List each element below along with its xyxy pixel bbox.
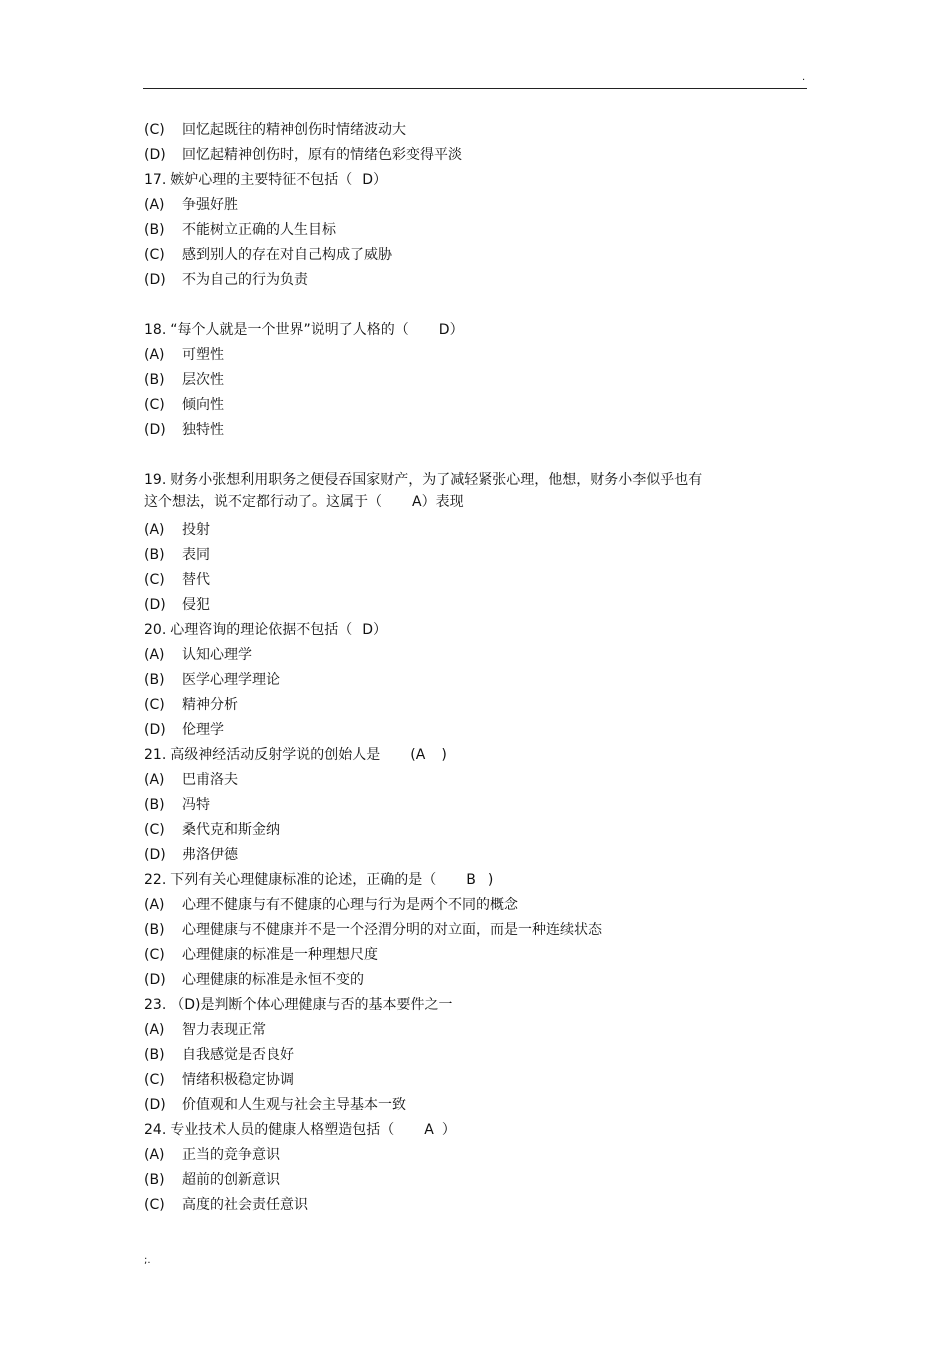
option-q20-b (144, 668, 804, 693)
option-letter: (D) (144, 722, 166, 738)
option-letter: (B) (144, 372, 165, 388)
option-q16-c (144, 118, 804, 143)
question-17-stem (144, 168, 804, 193)
option-q21-b (144, 793, 804, 818)
option-q19-b (144, 543, 804, 568)
answer-letter: B (466, 872, 476, 888)
option-letter: (D) (144, 272, 166, 288)
option-letter: (C) (144, 1197, 165, 1213)
option-text: 心理健康的标准是永恒不变的 (182, 972, 364, 988)
question-number: 17. (144, 172, 167, 188)
option-letter: (D) (144, 847, 166, 863)
option-letter: (C) (144, 247, 165, 263)
option-text: 倾向性 (182, 397, 224, 413)
question-text: （ (170, 997, 185, 1013)
option-text: 弗洛伊德 (182, 847, 238, 863)
option-text: 心理不健康与有不健康的心理与行为是两个不同的概念 (182, 897, 518, 913)
answer-letter: D (184, 997, 196, 1013)
question-text: 高级神经活动反射学说的创始人是 (170, 747, 381, 763)
question-text: 心理咨询的理论依据不包括（ (170, 622, 353, 638)
option-q22-c (144, 943, 804, 968)
option-q20-a (144, 643, 804, 668)
option-letter: (C) (144, 1072, 165, 1088)
option-letter: (A) (144, 647, 165, 663)
answer-open: ( (410, 747, 416, 763)
question-text-close: ） (449, 322, 464, 338)
question-text-close: ) (441, 747, 447, 763)
question-text: 专业技术人员的健康人格塑造包括（ (170, 1122, 395, 1138)
option-q24-b (144, 1168, 804, 1193)
option-letter: (D) (144, 147, 166, 163)
question-22-stem (144, 868, 804, 893)
option-text: 表同 (182, 547, 210, 563)
option-q24-c (144, 1193, 804, 1218)
option-q22-d (144, 968, 804, 993)
answer-letter: D (362, 622, 374, 638)
answer-letter: D (362, 172, 374, 188)
option-letter: (A) (144, 772, 165, 788)
option-letter: (C) (144, 822, 165, 838)
option-text: 侵犯 (182, 597, 210, 613)
option-text: 自我感觉是否良好 (182, 1047, 294, 1063)
answer-letter: A (412, 494, 422, 510)
question-text-close: ) (487, 872, 494, 888)
question-number: 23. (144, 997, 167, 1013)
option-text: 高度的社会责任意识 (182, 1197, 308, 1213)
option-letter: (A) (144, 1022, 165, 1038)
option-q17-b (144, 218, 804, 243)
option-letter: (C) (144, 572, 165, 588)
question-text-close: )是判断个体心理健康与否的基本要件之一 (195, 997, 453, 1013)
option-letter: (D) (144, 597, 166, 613)
option-text: 冯特 (182, 797, 210, 813)
option-text: 巴甫洛夫 (182, 772, 238, 788)
question-number: 18. (144, 322, 167, 338)
question-number: 20. (144, 622, 167, 638)
option-q23-a (144, 1018, 804, 1043)
option-letter: (B) (144, 1172, 165, 1188)
option-letter: (C) (144, 122, 165, 138)
option-q18-b (144, 368, 804, 393)
option-q23-d (144, 1093, 804, 1118)
option-q17-a (144, 193, 804, 218)
option-q18-d (144, 418, 804, 443)
option-letter: (D) (144, 1097, 166, 1113)
option-letter: (B) (144, 547, 165, 563)
option-text: 伦理学 (182, 722, 224, 738)
option-letter: (A) (144, 1147, 165, 1163)
header-rule (143, 88, 807, 89)
option-text: 回忆起既往的精神创伤时情绪波动大 (182, 122, 406, 138)
question-text: 下列有关心理健康标准的论述，正确的是（ (170, 872, 437, 888)
option-q19-c (144, 568, 804, 593)
option-q22-b (144, 918, 804, 943)
option-letter: (D) (144, 972, 166, 988)
option-q23-c (144, 1068, 804, 1093)
option-q16-d (144, 143, 804, 168)
option-q21-c (144, 818, 804, 843)
option-text: 回忆起精神创伤时，原有的情绪色彩变得平淡 (182, 147, 462, 163)
question-20-stem (144, 618, 804, 643)
option-letter: (C) (144, 947, 165, 963)
option-text: 价值观和人生观与社会主导基本一致 (182, 1097, 406, 1113)
option-text: 情绪积极稳定协调 (182, 1072, 294, 1088)
option-text: 不为自己的行为负责 (182, 272, 308, 288)
option-text: 感到别人的存在对自己构成了威胁 (182, 247, 392, 263)
question-text: “每个人就是一个世界”说明了人格的（ (170, 322, 409, 338)
question-number: 21. (144, 747, 167, 763)
option-text: 正当的竞争意识 (182, 1147, 280, 1163)
question-text: 嫉妒心理的主要特征不包括（ (170, 172, 353, 188)
option-text: 医学心理学理论 (182, 672, 280, 688)
option-text: 投射 (182, 522, 210, 538)
question-19-stem-line2 (144, 490, 804, 514)
option-letter: (A) (144, 522, 165, 538)
option-text: 精神分析 (182, 697, 238, 713)
option-q21-d (144, 843, 804, 868)
option-text: 超前的创新意识 (182, 1172, 280, 1188)
option-q24-a (144, 1143, 804, 1168)
option-text: 心理健康的标准是一种理想尺度 (182, 947, 378, 963)
header-mark: . (802, 72, 806, 83)
option-letter: (C) (144, 397, 165, 413)
option-text: 智力表现正常 (182, 1022, 266, 1038)
question-text-close: ） (373, 622, 388, 638)
option-q19-d (144, 593, 804, 618)
option-letter: (D) (144, 422, 166, 438)
question-text: 这个想法，说不定都行动了。这属于（ (144, 494, 382, 510)
option-q20-c (144, 693, 804, 718)
option-letter: (A) (144, 897, 165, 913)
question-number: 24. (144, 1122, 167, 1138)
option-text: 可塑性 (182, 347, 224, 363)
option-q17-d (144, 268, 804, 293)
question-number: 19. (144, 472, 167, 488)
option-text: 独特性 (182, 422, 224, 438)
question-number: 22. (144, 872, 167, 888)
option-q22-a (144, 893, 804, 918)
option-q21-a (144, 768, 804, 793)
question-23-stem (144, 993, 804, 1018)
option-letter: (B) (144, 1047, 165, 1063)
question-24-stem (144, 1118, 804, 1143)
question-text: 财务小张想利用职务之便侵吞国家财产，为了减轻紧张心理，他想，财务小李似乎也有 (170, 472, 703, 488)
question-18-stem (144, 318, 804, 343)
option-text: 替代 (182, 572, 210, 588)
answer-letter: A (415, 747, 426, 763)
option-q18-a (144, 343, 804, 368)
answer-letter: A (424, 1122, 434, 1138)
option-q20-d (144, 718, 804, 743)
option-text: 层次性 (182, 372, 224, 388)
option-letter: (A) (144, 197, 165, 213)
option-letter: (B) (144, 672, 165, 688)
option-text: 桑代克和斯金纳 (182, 822, 280, 838)
option-q17-c (144, 243, 804, 268)
option-text: 认知心理学 (182, 647, 252, 663)
question-text-close: ）表现 (421, 494, 464, 510)
option-letter: (C) (144, 697, 165, 713)
option-letter: (A) (144, 347, 165, 363)
option-letter: (B) (144, 222, 165, 238)
answer-letter: D (438, 322, 450, 338)
option-text: 争强好胜 (182, 197, 238, 213)
option-q19-a (144, 518, 804, 543)
option-q18-c (144, 393, 804, 418)
question-text-close: ） (373, 172, 388, 188)
option-text: 不能树立正确的人生目标 (182, 222, 336, 238)
question-text-close: ） (441, 1122, 456, 1138)
question-list (144, 118, 804, 1218)
option-letter: (B) (144, 797, 165, 813)
option-q23-b (144, 1043, 804, 1068)
question-21-stem (144, 743, 804, 768)
option-text: 心理健康与不健康并不是一个泾渭分明的对立面，而是一种连续状态 (182, 922, 602, 938)
footer-mark: ;. (144, 1255, 151, 1266)
option-letter: (B) (144, 922, 165, 938)
